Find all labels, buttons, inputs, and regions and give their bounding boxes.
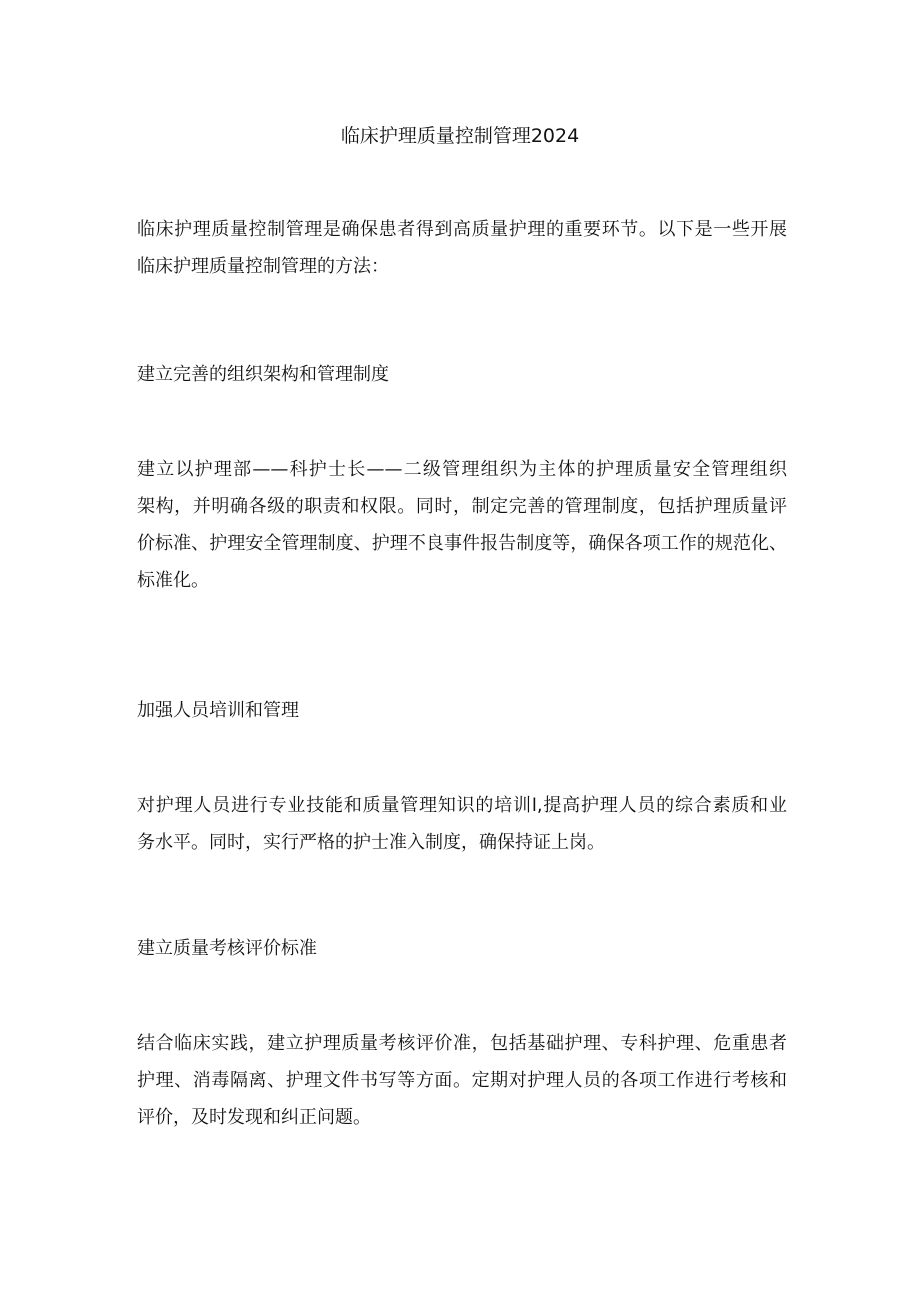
section-heading: 建立质量考核评价标准 — [137, 938, 317, 959]
section-paragraph — [137, 787, 787, 861]
paragraph-line: 护理、消毒隔离、护理文件书写等方面。定期对护理人员的各项工作进行考核和 — [137, 1070, 787, 1091]
paragraph-line: 临床护理质量控制管理的方法： — [137, 256, 389, 277]
intro-paragraph — [137, 211, 787, 285]
paragraph-line: 建立以护理部——科护士长——二级管理组织为主体的护理质量安全管理组织 — [137, 459, 787, 480]
paragraph-line: 标准化。 — [137, 570, 209, 591]
section-heading: 建立完善的组织架构和管理制度 — [137, 364, 389, 385]
document-title: 临床护理质量控制管理2024 — [340, 125, 580, 147]
section-paragraph — [137, 1025, 787, 1136]
section-paragraph — [137, 451, 787, 599]
paragraph-line: 价标准、护理安全管理制度、护理不良事件报告制度等，确保各项工作的规范化、 — [137, 533, 787, 554]
paragraph-line: 架构，并明确各级的职责和权限。同时，制定完善的管理制度，包括护理质量评 — [137, 496, 787, 517]
paragraph-line: 结合临床实践，建立护理质量考核评价准，包括基础护理、专科护理、危重患者 — [137, 1033, 787, 1054]
paragraph-line: 对护理人员进行专业技能和质量管理知识的培训l,提高护理人员的综合素质和业 — [137, 795, 787, 816]
section-heading: 加强人员培训和管理 — [137, 700, 299, 721]
paragraph-line: 临床护理质量控制管理是确保患者得到高质量护理的重要环节。以下是一些开展 — [137, 219, 787, 240]
paragraph-line: 务水平。同时，实行严格的护士准入制度，确保持证上岗。 — [137, 832, 605, 853]
paragraph-line: 评价，及时发现和纠正问题。 — [137, 1107, 371, 1128]
